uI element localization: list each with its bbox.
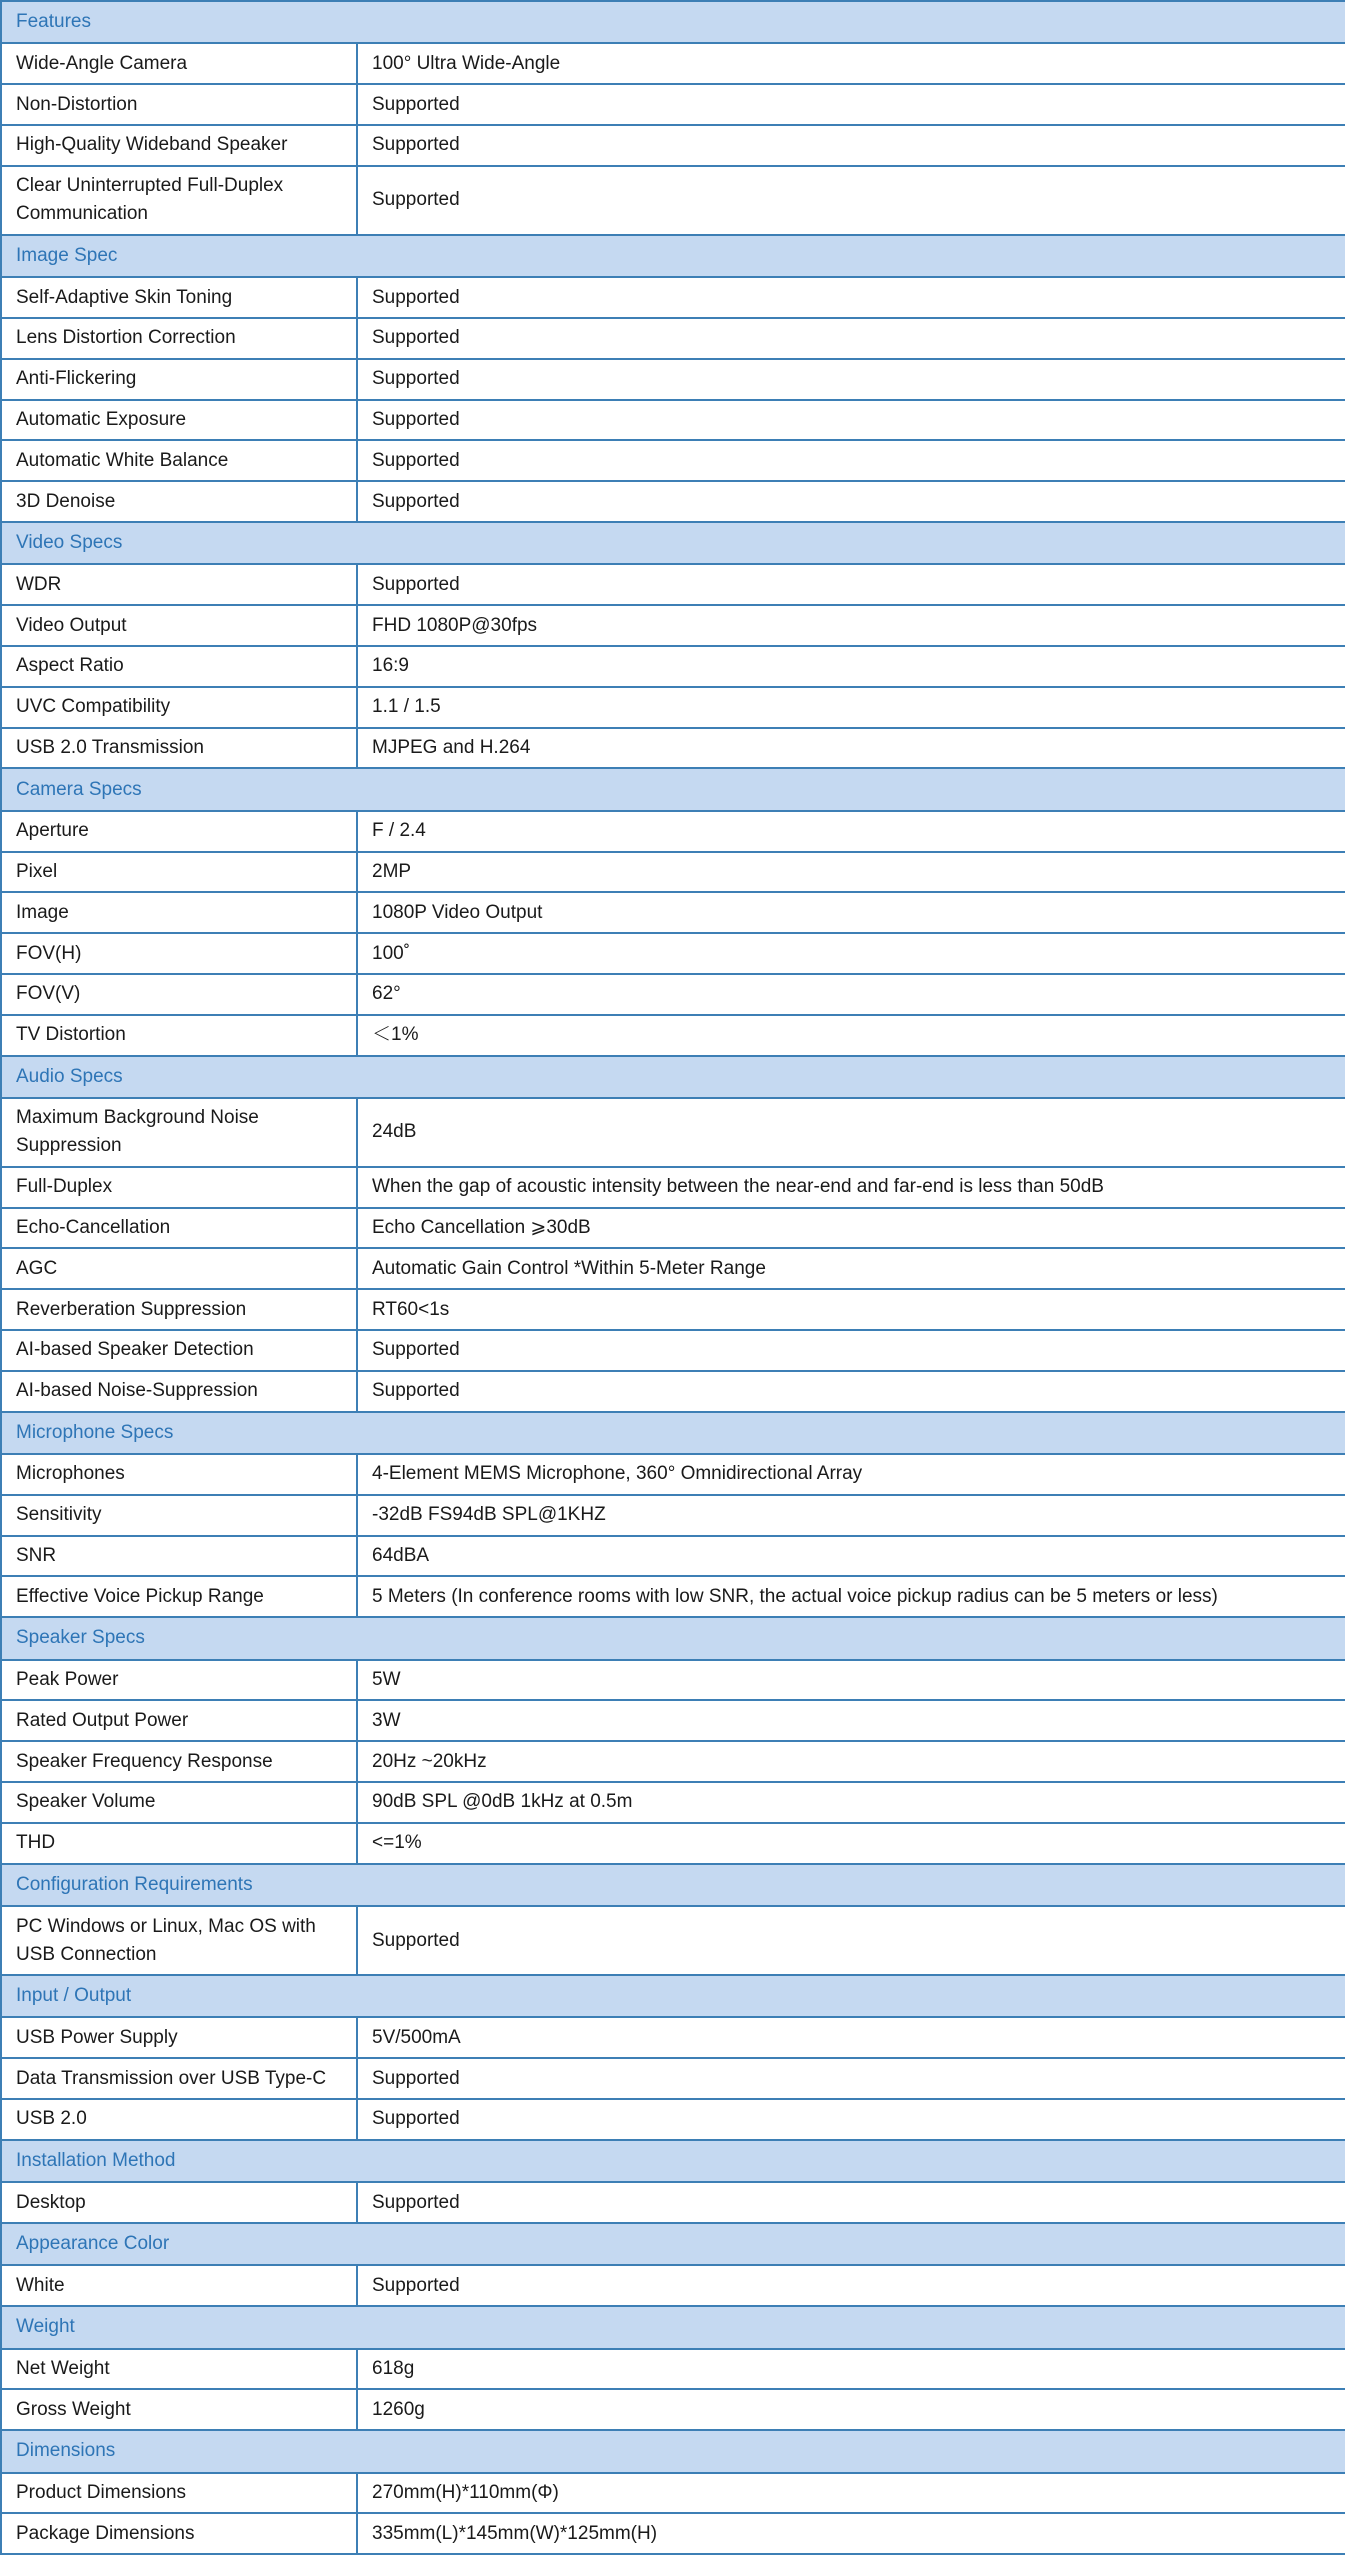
- table-row: [1, 2513, 1345, 2554]
- spec-label: Full-Duplex: [1, 1167, 357, 1208]
- spec-label: Image: [1, 892, 357, 933]
- spec-label: Peak Power: [1, 1660, 357, 1701]
- table-row: [1, 605, 1345, 646]
- spec-label: Echo-Cancellation: [1, 1208, 357, 1249]
- spec-label: SNR: [1, 1536, 357, 1577]
- section-title: Microphone Specs: [1, 1412, 1345, 1454]
- spec-value: <=1%: [357, 1823, 1345, 1864]
- table-row: [1, 1015, 1345, 1056]
- section-title: Speaker Specs: [1, 1617, 1345, 1659]
- table-row: [1, 1330, 1345, 1371]
- spec-value: Supported: [357, 318, 1345, 359]
- table-row: [1, 166, 1345, 235]
- spec-label: Video Output: [1, 605, 357, 646]
- table-row: [1, 2389, 1345, 2430]
- spec-value: 90dB SPL @0dB 1kHz at 0.5m: [357, 1782, 1345, 1823]
- spec-label: Automatic White Balance: [1, 440, 357, 481]
- table-row: [1, 440, 1345, 481]
- spec-value: F / 2.4: [357, 811, 1345, 852]
- table-row: [1, 1495, 1345, 1536]
- section-title: Image Spec: [1, 235, 1345, 277]
- spec-value: FHD 1080P@30fps: [357, 605, 1345, 646]
- spec-label: AI-based Noise-Suppression: [1, 1371, 357, 1412]
- section-header: [1, 2140, 1345, 2182]
- spec-label: Wide-Angle Camera: [1, 43, 357, 84]
- table-row: [1, 359, 1345, 400]
- table-row: [1, 1576, 1345, 1617]
- spec-value: 5W: [357, 1660, 1345, 1701]
- spec-value: Supported: [357, 400, 1345, 441]
- table-row: [1, 1208, 1345, 1249]
- spec-value: 5 Meters (In conference rooms with low SNR, the actual voice pickup radius can be 5 meters or less): [357, 1576, 1345, 1617]
- spec-value: 1080P Video Output: [357, 892, 1345, 933]
- spec-label: Speaker Volume: [1, 1782, 357, 1823]
- spec-label: Automatic Exposure: [1, 400, 357, 441]
- spec-value: 2MP: [357, 852, 1345, 893]
- table-row: [1, 687, 1345, 728]
- section-header: [1, 235, 1345, 277]
- spec-label: Effective Voice Pickup Range: [1, 1576, 357, 1617]
- table-row: [1, 933, 1345, 974]
- table-row: [1, 318, 1345, 359]
- section-header: [1, 768, 1345, 810]
- spec-value: Supported: [357, 481, 1345, 522]
- table-row: [1, 1454, 1345, 1495]
- spec-label: Gross Weight: [1, 2389, 357, 2430]
- section-header: [1, 1, 1345, 43]
- section-header: [1, 2223, 1345, 2265]
- table-row: [1, 1782, 1345, 1823]
- spec-value: 100° Ultra Wide-Angle: [357, 43, 1345, 84]
- table-row: [1, 2265, 1345, 2306]
- table-row: [1, 1289, 1345, 1330]
- spec-value: 335mm(L)*145mm(W)*125mm(H): [357, 2513, 1345, 2554]
- section-header: [1, 1617, 1345, 1659]
- spec-label: Reverberation Suppression: [1, 1289, 357, 1330]
- spec-label: FOV(H): [1, 933, 357, 974]
- spec-label: TV Distortion: [1, 1015, 357, 1056]
- spec-value: Supported: [357, 2265, 1345, 2306]
- section-title: Weight: [1, 2306, 1345, 2348]
- table-row: [1, 564, 1345, 605]
- spec-label: Aspect Ratio: [1, 646, 357, 687]
- table-row: [1, 481, 1345, 522]
- spec-value: Supported: [357, 1371, 1345, 1412]
- table-row: [1, 852, 1345, 893]
- section-title: Audio Specs: [1, 1056, 1345, 1098]
- spec-label: Pixel: [1, 852, 357, 893]
- spec-value: 4-Element MEMS Microphone, 360° Omnidirectional Array: [357, 1454, 1345, 1495]
- table-row: [1, 1167, 1345, 1208]
- spec-label: Speaker Frequency Response: [1, 1741, 357, 1782]
- spec-value: RT60<1s: [357, 1289, 1345, 1330]
- spec-label: USB Power Supply: [1, 2017, 357, 2058]
- spec-label: Self-Adaptive Skin Toning: [1, 277, 357, 318]
- spec-value: When the gap of acoustic intensity between the near-end and far-end is less than 50dB: [357, 1167, 1345, 1208]
- section-title: Video Specs: [1, 522, 1345, 564]
- spec-value: 1260g: [357, 2389, 1345, 2430]
- table-row: [1, 2099, 1345, 2140]
- section-title: Appearance Color: [1, 2223, 1345, 2265]
- spec-label: White: [1, 2265, 357, 2306]
- table-row: [1, 1741, 1345, 1782]
- spec-label: Anti-Flickering: [1, 359, 357, 400]
- spec-label: Non-Distortion: [1, 84, 357, 125]
- spec-value: Automatic Gain Control *Within 5-Meter Range: [357, 1248, 1345, 1289]
- spec-value: Supported: [357, 277, 1345, 318]
- spec-value: 3W: [357, 1700, 1345, 1741]
- spec-value: Supported: [357, 1906, 1345, 1975]
- spec-value: Supported: [357, 2182, 1345, 2223]
- spec-label: 3D Denoise: [1, 481, 357, 522]
- spec-value: 24dB: [357, 1098, 1345, 1167]
- spec-value: 270mm(H)*110mm(Φ): [357, 2473, 1345, 2514]
- spec-value: Supported: [357, 84, 1345, 125]
- spec-value: Supported: [357, 359, 1345, 400]
- table-row: [1, 1906, 1345, 1975]
- spec-label: Clear Uninterrupted Full-Duplex Communication: [1, 166, 357, 235]
- spec-label: High-Quality Wideband Speaker: [1, 125, 357, 166]
- table-row: [1, 1371, 1345, 1412]
- spec-value: 16:9: [357, 646, 1345, 687]
- spec-label: Aperture: [1, 811, 357, 852]
- spec-value: Echo Cancellation ⩾30dB: [357, 1208, 1345, 1249]
- spec-value: 100˚: [357, 933, 1345, 974]
- spec-value: 1.1 / 1.5: [357, 687, 1345, 728]
- spec-value: Supported: [357, 1330, 1345, 1371]
- table-row: [1, 2349, 1345, 2390]
- table-row: [1, 2058, 1345, 2099]
- spec-value: 5V/500mA: [357, 2017, 1345, 2058]
- spec-value: 62°: [357, 974, 1345, 1015]
- spec-label: Desktop: [1, 2182, 357, 2223]
- table-row: [1, 1248, 1345, 1289]
- table-row: [1, 2017, 1345, 2058]
- spec-value: Supported: [357, 125, 1345, 166]
- table-row: [1, 277, 1345, 318]
- section-header: [1, 2306, 1345, 2348]
- spec-value: 618g: [357, 2349, 1345, 2390]
- section-title: Camera Specs: [1, 768, 1345, 810]
- spec-value: MJPEG and H.264: [357, 728, 1345, 769]
- table-row: [1, 974, 1345, 1015]
- spec-table-body: [1, 1, 1345, 2554]
- spec-label: PC Windows or Linux, Mac OS with USB Connection: [1, 1906, 357, 1975]
- section-title: Installation Method: [1, 2140, 1345, 2182]
- spec-value: ＜1%: [357, 1015, 1345, 1056]
- spec-value: 64dBA: [357, 1536, 1345, 1577]
- spec-label: AGC: [1, 1248, 357, 1289]
- spec-value: Supported: [357, 564, 1345, 605]
- spec-value: Supported: [357, 2099, 1345, 2140]
- section-header: [1, 522, 1345, 564]
- section-title: Configuration Requirements: [1, 1864, 1345, 1906]
- table-row: [1, 811, 1345, 852]
- table-row: [1, 2182, 1345, 2223]
- table-row: [1, 1660, 1345, 1701]
- section-title: Input / Output: [1, 1975, 1345, 2017]
- table-row: [1, 892, 1345, 933]
- spec-label: Lens Distortion Correction: [1, 318, 357, 359]
- table-row: [1, 646, 1345, 687]
- section-header: [1, 1864, 1345, 1906]
- spec-value: Supported: [357, 440, 1345, 481]
- spec-label: Package Dimensions: [1, 2513, 357, 2554]
- spec-label: THD: [1, 1823, 357, 1864]
- spec-value: Supported: [357, 2058, 1345, 2099]
- table-row: [1, 125, 1345, 166]
- section-header: [1, 1412, 1345, 1454]
- section-title: Features: [1, 1, 1345, 43]
- table-row: [1, 400, 1345, 441]
- spec-label: FOV(V): [1, 974, 357, 1015]
- spec-label: Microphones: [1, 1454, 357, 1495]
- table-row: [1, 1536, 1345, 1577]
- spec-label: UVC Compatibility: [1, 687, 357, 728]
- table-row: [1, 84, 1345, 125]
- spec-label: USB 2.0 Transmission: [1, 728, 357, 769]
- spec-label: AI-based Speaker Detection: [1, 1330, 357, 1371]
- table-row: [1, 1700, 1345, 1741]
- table-row: [1, 1823, 1345, 1864]
- table-row: [1, 728, 1345, 769]
- spec-value: -32dB FS94dB SPL@1KHZ: [357, 1495, 1345, 1536]
- section-title: Dimensions: [1, 2430, 1345, 2472]
- table-row: [1, 2473, 1345, 2514]
- spec-value: 20Hz ~20kHz: [357, 1741, 1345, 1782]
- section-header: [1, 1056, 1345, 1098]
- spec-label: Data Transmission over USB Type-C: [1, 2058, 357, 2099]
- section-header: [1, 1975, 1345, 2017]
- spec-label: USB 2.0: [1, 2099, 357, 2140]
- section-header: [1, 2430, 1345, 2472]
- spec-label: WDR: [1, 564, 357, 605]
- spec-label: Net Weight: [1, 2349, 357, 2390]
- spec-label: Maximum Background Noise Suppression: [1, 1098, 357, 1167]
- spec-label: Product Dimensions: [1, 2473, 357, 2514]
- spec-value: Supported: [357, 166, 1345, 235]
- table-row: [1, 43, 1345, 84]
- spec-label: Sensitivity: [1, 1495, 357, 1536]
- table-row: [1, 1098, 1345, 1167]
- spec-label: Rated Output Power: [1, 1700, 357, 1741]
